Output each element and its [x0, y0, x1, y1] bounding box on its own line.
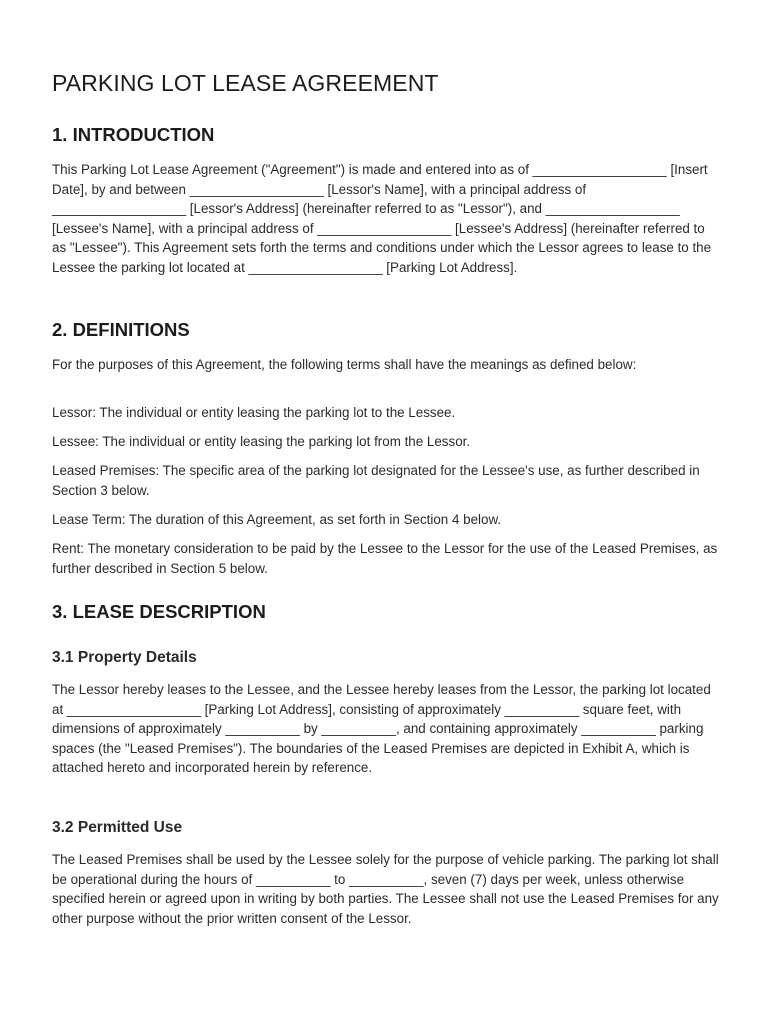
- definitions-intro-paragraph: For the purposes of this Agreement, the following terms shall have the meanings as defined below:: [52, 357, 637, 372]
- property-details-paragraph: The Lessor hereby leases to the Lessee, and the Lessee hereby leases from the Lessor, the parking lot located at __________________ [Parking Lot Address], consisting of approximately __________ square feet, with dimensions of approximately __________ by __________, and containing approximately __________ parking spaces (the "Leased Premises"). The boundaries of the Leased Premises are depicted in Exhibit A, which is attached hereto and incorporated herein by reference.: [52, 682, 711, 775]
- document-title: PARKING LOT LEASE AGREEMENT: [52, 70, 439, 96]
- section-heading-introduction: 1. INTRODUCTION: [52, 124, 215, 145]
- definition-rent: Rent: The monetary consideration to be paid by the Lessee to the Lessor for the use of the Leased Premises, as further described in Section 5 below.: [52, 541, 718, 576]
- introduction-paragraph: This Parking Lot Lease Agreement ("Agreement") is made and entered into as of __________________ [Insert Date], by and between __________________ [Lessor's Name], with a principal address of __________________ [Lessor's Address] (hereinafter referred to as "Lessor"), and __________________ [Lessee's Name], with a principal address of __________________ [Lessee's Address] (hereinafter referred to as "Lessee"). This Agreement sets forth the terms and conditions under which the Lessor agrees to lease to the Lessee the parking lot located at __________________ [Parking Lot Address].: [52, 162, 712, 275]
- section-heading-lease-description: 3. LEASE DESCRIPTION: [52, 601, 266, 622]
- permitted-use-paragraph: The Leased Premises shall be used by the Lessee solely for the purpose of vehicle parking. The parking lot shall be operational during the hours of __________ to __________, seven (7) days per week, unless otherwise specified herein or agreed upon in writing by both parties. The Lessee shall not use the Leased Premises for any other purpose without the prior written consent of the Lessor.: [52, 852, 719, 926]
- subsection-heading-property-details: 3.1 Property Details: [52, 649, 197, 666]
- section-heading-definitions: 2. DEFINITIONS: [52, 319, 190, 340]
- subsection-heading-permitted-use: 3.2 Permitted Use: [52, 819, 183, 836]
- definition-lessee: Lessee: The individual or entity leasing the parking lot from the Lessor.: [52, 434, 471, 449]
- definition-leased-premises: Leased Premises: The specific area of the parking lot designated for the Lessee's use, as further described in Section 3 below.: [52, 463, 700, 498]
- definition-lessor: Lessor: The individual or entity leasing the parking lot to the Lessee.: [52, 405, 456, 420]
- definition-lease-term: Lease Term: The duration of this Agreement, as set forth in Section 4 below.: [52, 512, 502, 527]
